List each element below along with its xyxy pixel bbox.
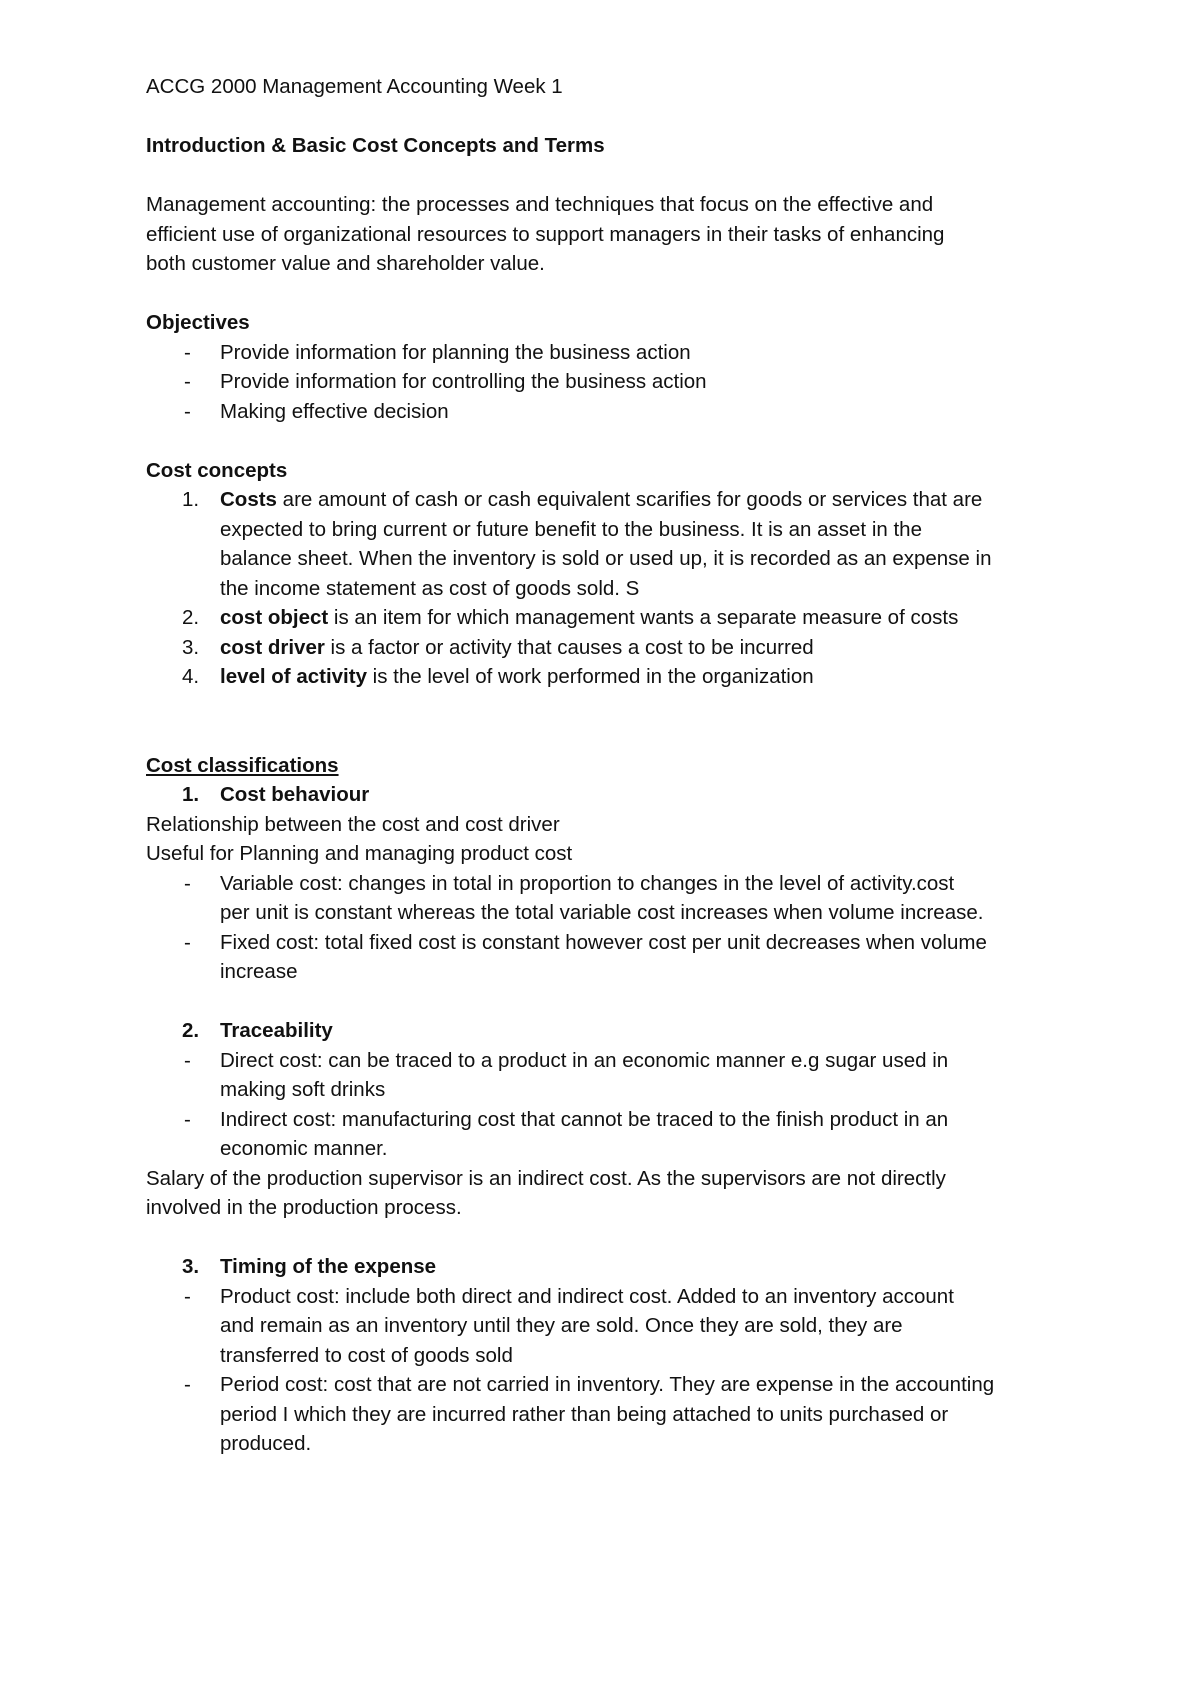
concept-definition-line: expected to bring current or future benefit to the business. It is an asset in the — [220, 517, 922, 541]
numbered-item — [146, 662, 1076, 692]
cost-concepts-list — [146, 485, 1076, 692]
cost-concepts-heading: Cost concepts — [146, 458, 288, 482]
section-title: Introduction & Basic Cost Concepts and Terms — [146, 134, 605, 157]
list-item-text: Provide information for planning the business action — [220, 340, 691, 364]
dash-bullet: - — [184, 1048, 191, 1072]
list-item-text: per unit is constant whereas the total variable cost increases when volume increase. — [220, 901, 984, 924]
list-item-text: Period cost: cost that are not carried in inventory. They are expense in the accounting — [220, 1373, 995, 1396]
list-item-text: increase — [220, 960, 298, 983]
definition-line: Management accounting: the processes and techniques that focus on the effective and — [146, 193, 934, 216]
definition-paragraph — [146, 190, 1076, 279]
list-item-text: Provide information for controlling the business action — [220, 370, 707, 393]
list-item-text: period I which they are incurred rather than being attached to units purchased or — [220, 1402, 949, 1426]
list-item-text: Variable cost: changes in total in proportion to changes in the level of activity.cost — [220, 871, 955, 895]
list-item — [146, 928, 1076, 987]
dash-bullet: - — [184, 1107, 191, 1131]
item-number: 1. — [182, 488, 200, 511]
dash-bullet: - — [184, 1284, 191, 1308]
concept-term: level of activity — [220, 665, 367, 688]
concept-definition-line: the income statement as cost of goods sold. S — [220, 576, 640, 600]
list-item — [146, 397, 1076, 427]
list-item-text: Indirect cost: manufacturing cost that cannot be traced to the finish product in an — [220, 1107, 949, 1131]
list-item-text: economic manner. — [220, 1137, 388, 1160]
dash-bullet: - — [184, 399, 191, 423]
item-number: 3. — [182, 635, 200, 659]
list-item — [146, 338, 1076, 368]
list-item — [146, 1046, 1076, 1105]
dash-bullet: - — [184, 340, 191, 364]
list-item — [146, 367, 1076, 397]
item-number: 2. — [182, 606, 200, 629]
numbered-item — [146, 485, 1076, 603]
dash-bullet: - — [184, 1373, 191, 1396]
list-item-text: Direct cost: can be traced to a product in an economic manner e.g sugar used in — [220, 1048, 949, 1072]
document-page — [146, 72, 1076, 1459]
subsection-heading — [146, 780, 1076, 810]
list-item-text: making soft drinks — [220, 1078, 386, 1101]
concept-definition: is a factor or activity that causes a cost to be incurred — [324, 635, 814, 659]
item-number: 1. — [182, 783, 200, 806]
list-item-text: Product cost: include both direct and indirect cost. Added to an inventory account — [220, 1284, 954, 1308]
definition-line: both customer value and shareholder value. — [146, 252, 545, 275]
cost-classifications-heading: Cost classifications — [146, 753, 339, 777]
objectives-list — [146, 338, 1076, 427]
subsection-heading — [146, 1252, 1076, 1282]
objectives-heading: Objectives — [146, 311, 250, 334]
body-line: Useful for Planning and managing product cost — [146, 842, 573, 865]
item-number: 3. — [182, 1255, 200, 1278]
dash-bullet: - — [184, 871, 191, 895]
concept-definition: are amount of cash or cash equivalent scarifies for goods or services that are — [276, 488, 983, 511]
dash-bullet: - — [184, 370, 191, 393]
concept-definition: is the level of work performed in the organization — [366, 665, 814, 688]
body-line: Salary of the production supervisor is an indirect cost. As the supervisors are not directly — [146, 1166, 946, 1190]
item-number: 4. — [182, 665, 200, 688]
list-item-text: transferred to cost of goods sold — [220, 1343, 513, 1367]
list-item — [146, 1105, 1076, 1164]
body-line: involved in the production process. — [146, 1196, 462, 1219]
concept-term: cost driver — [220, 635, 325, 659]
list-item-text: Making effective decision — [220, 399, 449, 423]
concept-definition: is an item for which management wants a separate measure of costs — [328, 606, 959, 629]
list-item-text: and remain as an inventory until they are sold. Once they are sold, they are — [220, 1314, 903, 1337]
dash-bullet: - — [184, 930, 191, 954]
list-item — [146, 869, 1076, 928]
body-line: Relationship between the cost and cost driver — [146, 812, 560, 836]
numbered-item — [146, 633, 1076, 663]
list-item-text: produced. — [220, 1432, 312, 1455]
list-item — [146, 1282, 1076, 1371]
item-number: 2. — [182, 1019, 200, 1042]
subsection-title: Cost behaviour — [220, 783, 370, 806]
subsection-title: Traceability — [220, 1019, 333, 1042]
subsection-title: Timing of the expense — [220, 1255, 437, 1278]
subsection-heading — [146, 1016, 1076, 1046]
concept-definition-line: balance sheet. When the inventory is sold or used up, it is recorded as an expense in — [220, 547, 992, 570]
list-item-text: Fixed cost: total fixed cost is constant however cost per unit decreases when volume — [220, 930, 987, 954]
concept-term: Costs — [220, 488, 277, 511]
list-item — [146, 1370, 1076, 1459]
definition-line: efficient use of organizational resources to support managers in their tasks of enhancing — [146, 222, 945, 246]
numbered-item — [146, 603, 1076, 633]
document-title: ACCG 2000 Management Accounting Week 1 — [146, 75, 563, 98]
concept-term: cost object — [220, 606, 329, 629]
